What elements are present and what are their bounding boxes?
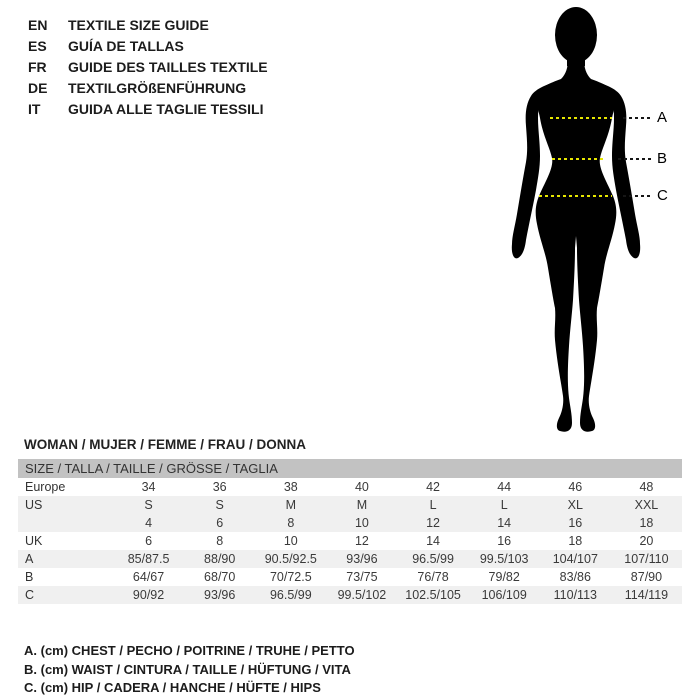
table-cell: 106/109 bbox=[481, 588, 527, 602]
row-label: US bbox=[25, 498, 43, 512]
table-header: SIZE / TALLA / TAILLE / GRÖSSE / TAGLIA bbox=[18, 459, 682, 478]
measure-label-c: C bbox=[657, 187, 668, 204]
table-cell: 16 bbox=[568, 516, 583, 530]
language-title: GUÍA DE TALLAS bbox=[68, 38, 184, 54]
table-cell: 96.5/99 bbox=[269, 588, 312, 602]
table-cell: 83/86 bbox=[559, 570, 591, 584]
measurement-legend bbox=[24, 642, 355, 698]
legend-line-hip: C. (cm) HIP / CADERA / HANCHE / HÜFTE / HIPS bbox=[24, 680, 321, 695]
language-title: GUIDA ALLE TAGLIE TESSILI bbox=[68, 101, 264, 117]
table-cell: 16 bbox=[497, 534, 512, 548]
language-code: IT bbox=[28, 101, 41, 117]
row-cells bbox=[113, 586, 682, 604]
silhouette-torso-legs bbox=[535, 58, 617, 432]
table-row-waist-b bbox=[18, 568, 682, 586]
measure-dash-c-callout bbox=[623, 195, 651, 197]
row-cells bbox=[113, 532, 682, 550]
woman-silhouette bbox=[488, 2, 668, 434]
table-cell: 6 bbox=[145, 534, 153, 548]
table-row-chest-a bbox=[18, 550, 682, 568]
table-cell: 99.5/103 bbox=[479, 552, 529, 566]
row-label: Europe bbox=[25, 480, 66, 494]
language-row-en bbox=[28, 15, 268, 36]
table-cell: 104/107 bbox=[552, 552, 598, 566]
language-code: FR bbox=[28, 59, 47, 75]
table-cell: 85/87.5 bbox=[127, 552, 170, 566]
table-cell: L bbox=[429, 498, 437, 512]
language-row-es bbox=[28, 36, 268, 57]
measure-dash-b-callout bbox=[618, 158, 651, 160]
table-cell: 87/90 bbox=[630, 570, 663, 584]
measure-dash-a-on-body bbox=[550, 117, 612, 119]
table-cell: 93/96 bbox=[346, 552, 378, 566]
row-cells bbox=[113, 514, 682, 532]
row-cells bbox=[113, 550, 682, 568]
table-cell: 68/70 bbox=[204, 570, 236, 584]
table-cell: 44 bbox=[497, 480, 512, 494]
table-cell: M bbox=[285, 498, 297, 512]
table-row-hip-c bbox=[18, 586, 682, 604]
language-code: EN bbox=[28, 17, 48, 33]
table-cell: 96.5/99 bbox=[412, 552, 454, 566]
table-cell: S bbox=[144, 498, 153, 512]
table-row-europe bbox=[18, 478, 682, 496]
table-cell: 110/113 bbox=[553, 588, 597, 602]
language-title: TEXTILGRÖßENFÜHRUNG bbox=[68, 80, 247, 96]
table-cell: 8 bbox=[216, 534, 224, 548]
table-cell: 14 bbox=[497, 516, 512, 530]
table-cell: 36 bbox=[212, 480, 227, 494]
row-label: C bbox=[25, 588, 35, 602]
table-cell: 40 bbox=[354, 480, 369, 494]
table-cell: 8 bbox=[287, 516, 295, 530]
table-cell: 18 bbox=[639, 516, 654, 530]
table-row-us-numeric bbox=[18, 514, 682, 532]
measure-label-b: B bbox=[657, 150, 668, 167]
table-cell: L bbox=[500, 498, 508, 512]
measure-dash-b-on-body bbox=[552, 158, 604, 160]
language-title: GUIDE DES TAILLES TEXTILE bbox=[68, 59, 268, 75]
table-row-uk bbox=[18, 532, 682, 550]
language-code: DE bbox=[28, 80, 48, 96]
table-cell: XXL bbox=[634, 498, 659, 512]
language-row-de bbox=[28, 78, 268, 99]
table-cell: M bbox=[356, 498, 368, 512]
table-cell: 88/90 bbox=[204, 552, 236, 566]
language-list bbox=[28, 15, 268, 120]
table-cell: S bbox=[215, 498, 224, 512]
section-title: WOMAN / MUJER / FEMME / FRAU / DONNA bbox=[24, 437, 306, 452]
table-cell: 14 bbox=[426, 534, 441, 548]
table-cell: 12 bbox=[426, 516, 441, 530]
table-cell: 4 bbox=[145, 516, 153, 530]
row-label: UK bbox=[25, 534, 43, 548]
table-cell: 42 bbox=[426, 480, 441, 494]
size-table bbox=[18, 459, 682, 604]
language-row-it bbox=[28, 99, 268, 120]
measure-label-a: A bbox=[657, 109, 668, 126]
table-cell: 10 bbox=[283, 534, 298, 548]
measure-dash-c-on-body bbox=[539, 195, 612, 197]
table-cell: 64/67 bbox=[132, 570, 165, 584]
table-row-us-letters bbox=[18, 496, 682, 514]
language-row-fr bbox=[28, 57, 268, 78]
table-cell: 48 bbox=[639, 480, 654, 494]
table-cell: XL bbox=[567, 498, 583, 512]
table-cell: 18 bbox=[568, 534, 583, 548]
legend-line-waist: B. (cm) WAIST / CINTURA / TAILLE / HÜFTUNG / VITA bbox=[24, 661, 351, 677]
row-cells bbox=[113, 478, 682, 496]
table-cell: 107/110 bbox=[624, 552, 669, 566]
table-cell: 20 bbox=[639, 534, 654, 548]
table-cell: 34 bbox=[141, 480, 156, 494]
row-cells bbox=[113, 568, 682, 586]
table-cell: 73/75 bbox=[346, 570, 378, 584]
legend-line-chest: A. (cm) CHEST / PECHO / POITRINE / TRUHE / PETTO bbox=[24, 643, 355, 658]
table-cell: 38 bbox=[283, 480, 298, 494]
table-cell: 46 bbox=[568, 480, 583, 494]
measure-dash-a-callout bbox=[623, 117, 651, 119]
table-cell: 102.5/105 bbox=[405, 588, 461, 602]
table-cell: 79/82 bbox=[488, 570, 520, 584]
row-label: B bbox=[25, 570, 34, 584]
table-cell: 114/119 bbox=[624, 588, 669, 602]
table-cell: 70/72.5 bbox=[269, 570, 312, 584]
table-cell: 76/78 bbox=[417, 570, 449, 584]
row-label bbox=[18, 514, 113, 532]
table-cell: 99.5/102 bbox=[337, 588, 387, 602]
table-cell: 10 bbox=[354, 516, 369, 530]
table-cell: 90.5/92.5 bbox=[264, 552, 317, 566]
row-cells bbox=[113, 496, 682, 514]
table-cell: 90/92 bbox=[132, 588, 165, 602]
language-title: TEXTILE SIZE GUIDE bbox=[68, 17, 209, 33]
language-code: ES bbox=[28, 38, 47, 54]
row-label: A bbox=[25, 552, 34, 566]
table-cell: 93/96 bbox=[204, 588, 236, 602]
table-cell: 12 bbox=[354, 534, 369, 548]
table-cell: 6 bbox=[216, 516, 224, 530]
